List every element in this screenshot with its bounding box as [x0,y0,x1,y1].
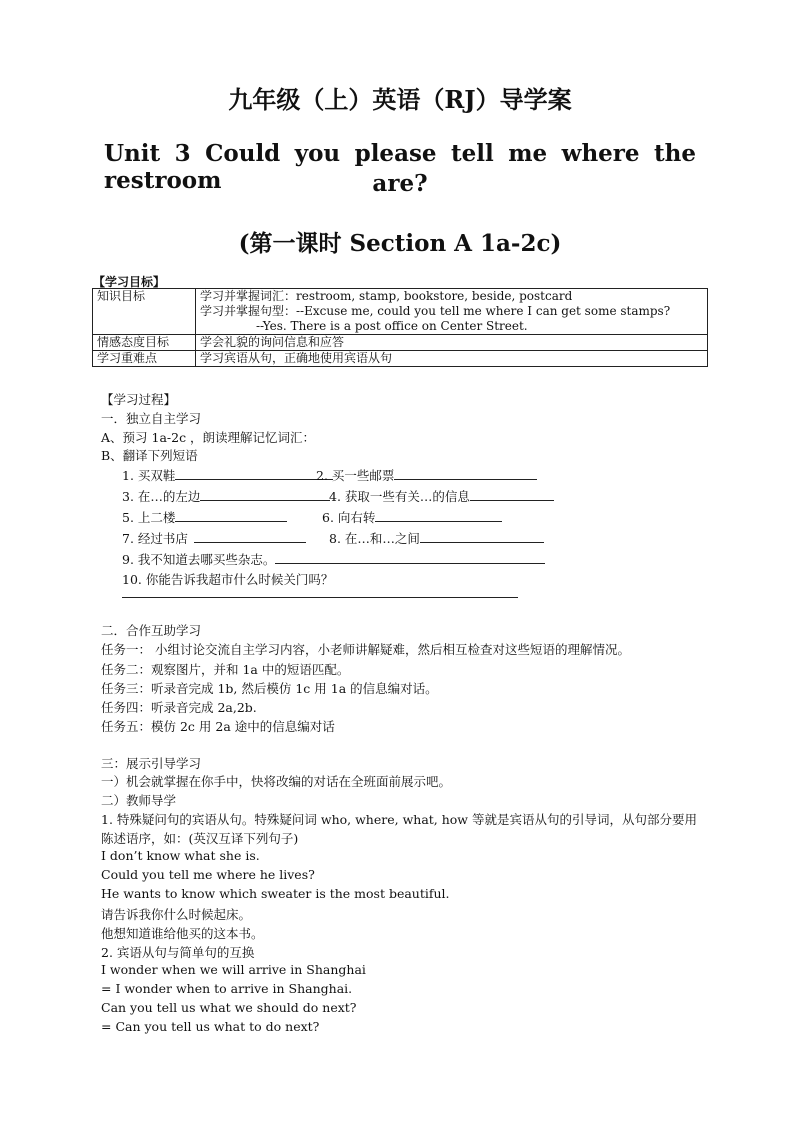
example-sentence: 请告诉我你什么时候起床。 [101,907,252,922]
answer-blank[interactable] [375,508,502,522]
phrase-text: 5. 上二楼 [122,510,176,525]
unit-title-line1: Unit 3 Could you please tell me where the restroom [104,140,696,194]
phrase-text: 1. 买双鞋 [122,468,176,483]
answer-line [122,584,518,601]
goals-label: 【学习目标】 [93,275,166,289]
part1-heading: 一．独立自主学习 [101,411,202,426]
goals-row-key-points [93,351,708,367]
phrase-text: 8. 在…和…之间 [329,531,420,546]
answer-blank[interactable] [470,487,554,501]
answer-blank[interactable] [194,529,306,543]
goal-line: 学习并掌握词汇：restroom, stamp, bookstore, beside, postcard [200,289,573,303]
phrase-item [316,466,537,484]
goals-row-knowledge [93,289,708,335]
goal-content [196,289,708,335]
example-sentence: = Can you tell us what to do next? [101,1019,320,1034]
goals-row-attitude [93,335,708,351]
example-sentence: 他想知道谁给他买的这本书。 [101,926,264,941]
task-item: 任务一： 小组讨论交流自主学习内容，小老师讲解疑难，然后相互检查对这些短语的理解情况。 [101,642,630,657]
phrase-text: 2. 买一些邮票 [316,468,395,483]
goal-line: --Yes. There is a post office on Center Street. [256,319,528,333]
part1-b: B、翻译下列短语 [101,448,198,463]
phrase-item [122,466,333,484]
goal-line: 学习并掌握句型：--Excuse me, could you tell me where I can get some stamps? [200,304,671,318]
example-sentence: Could you tell me where he lives? [101,867,315,882]
example-sentence: Can you tell us what we should do next? [101,1000,357,1015]
goals-table [92,288,708,367]
phrase-text: 3. 在…的左边 [122,489,201,504]
phrase-text: 9. 我不知道去哪买些杂志。 [122,552,276,567]
phrase-item [329,529,544,547]
grammar-note: 1. 特殊疑问句的宾语从句。特殊疑问词 who, where, what, how 等就是宾语从句的引导词，从句部分要用 [101,812,697,827]
goal-name: 学习重难点 [93,351,196,367]
lesson-title: (第一课时 Section A 1a-2c) [238,230,562,257]
goal-name: 情感态度目标 [93,335,196,351]
phrase-item [322,508,502,526]
example-sentence: = I wonder when to arrive in Shanghai. [101,981,353,996]
task-item: 任务二：观察图片，并和 1a 中的短语匹配。 [101,662,350,677]
task-item: 任务三：听录音完成 1b, 然后模仿 1c 用 1a 的信息编对话。 [101,681,438,696]
goal-line: 学习宾语从句，正确地使用宾语从句 [196,351,708,367]
phrase-item [122,487,330,505]
unit-title-line2: are? [372,170,428,197]
part3-line: 一）机会就掌握在你手中，快将改编的对话在全班面前展示吧。 [101,774,452,789]
task-item: 任务五：模仿 2c 用 2a 途中的信息编对话 [101,719,335,734]
example-sentence: I don’t know what she is. [101,848,260,863]
phrase-item [122,550,545,568]
grammar-note: 2. 宾语从句与简单句的互换 [101,945,255,960]
answer-blank[interactable] [122,584,518,598]
answer-blank[interactable] [275,550,545,564]
example-sentence: I wonder when we will arrive in Shanghai [101,962,366,977]
task-item: 任务四：听录音完成 2a,2b. [101,700,257,715]
grammar-note: 陈述语序，如：(英汉互译下列句子) [101,831,299,846]
part3-heading: 三：展示引导学习 [101,756,202,771]
phrase-text: 6. 向右转 [322,510,376,525]
example-sentence: He wants to know which sweater is the most beautiful. [101,886,450,901]
process-label: 【学习过程】 [101,392,177,407]
worksheet-title: 九年级（上）英语（RJ）导学案 [228,85,572,114]
answer-blank[interactable] [420,529,544,543]
goal-line: 学会礼貌的询问信息和应答 [196,335,708,351]
answer-blank[interactable] [200,487,330,501]
phrase-text: 7. 经过书店 [122,531,188,546]
phrase-item [122,529,306,547]
goal-name: 知识目标 [93,289,196,335]
part3-line: 二）教师导学 [101,793,177,808]
phrase-item [329,487,554,505]
answer-blank[interactable] [394,466,537,480]
part2-heading: 二．合作互助学习 [101,623,202,638]
answer-blank[interactable] [175,466,333,480]
phrase-text: 10. 你能告诉我超市什么时候关门吗？ [122,572,334,587]
phrase-item [122,508,287,526]
part1-a: A、预习 1a-2c ，朗读理解记忆词汇： [101,430,316,445]
answer-blank[interactable] [175,508,287,522]
phrase-text: 4. 获取一些有关…的信息 [329,489,470,504]
